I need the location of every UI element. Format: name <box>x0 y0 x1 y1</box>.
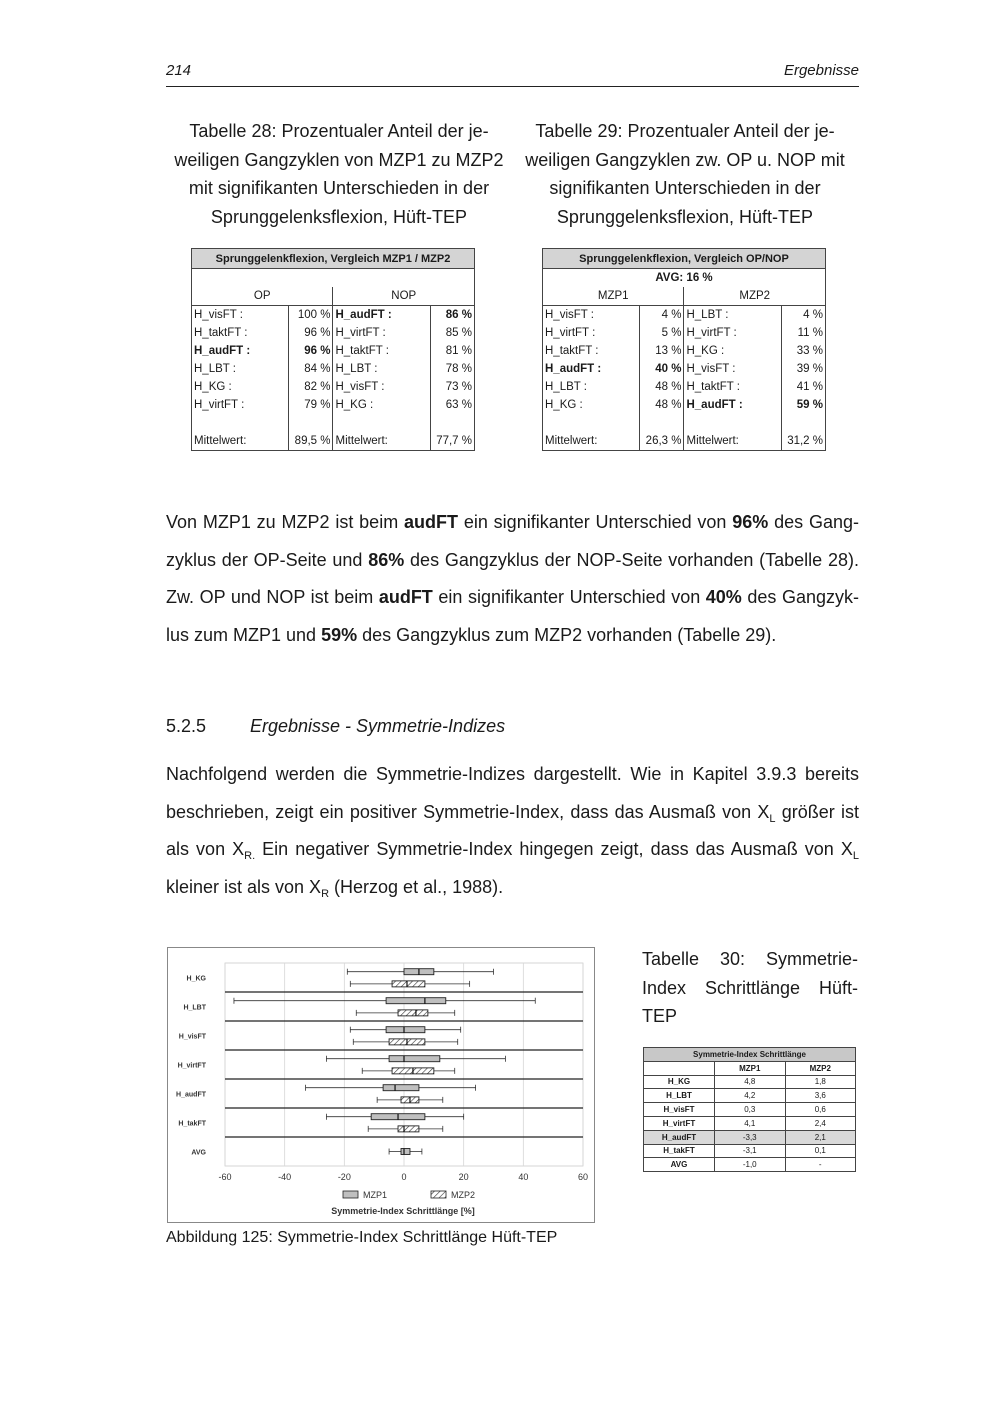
cell-value: 0,1 <box>785 1144 856 1158</box>
box-mzp2 <box>398 1010 428 1016</box>
y-category-label: H_LBT <box>183 1004 206 1012</box>
cell-name: H_visFT : <box>192 306 289 325</box>
cell-name: Mittelwert: <box>684 432 781 451</box>
cell-value: 4 % <box>781 306 825 325</box>
table28-col-nop: NOP <box>333 287 475 306</box>
x-tick-label: 40 <box>518 1172 529 1182</box>
table-row <box>543 360 826 378</box>
box-mzp2 <box>398 1126 419 1132</box>
legend-label-mzp1: MZP1 <box>363 1190 388 1200</box>
table28-caption <box>166 117 512 232</box>
row-label: H_KG <box>644 1075 715 1089</box>
table29-avg: AVG: 16 % <box>543 269 826 288</box>
box-mzp1 <box>389 1056 440 1062</box>
table-row <box>644 1103 856 1117</box>
cell-value: 4,2 <box>715 1089 786 1103</box>
row-label: H_visFT <box>644 1103 715 1117</box>
table29-title: Sprunggelenkflexion, Vergleich OP/NOP <box>543 249 826 269</box>
cell-name: H_KG : <box>543 396 640 414</box>
table29 <box>542 248 826 451</box>
cell-name: H_virtFT : <box>333 324 430 342</box>
caption-line: Sprunggelenksflexion, Hüft-TEP <box>210 207 468 228</box>
text-run: Nachfolgend werden die Symmetrie-Indizes dargestellt. Wie in Kapitel 3.9.3 bereits beschrieben, zeigt ein positiver Symmetrie-Index, dass das Ausmaß von X <box>166 764 859 822</box>
x-tick-label: 60 <box>577 1172 589 1182</box>
bold-run: audFT <box>404 512 459 532</box>
row-label: H_takFT <box>644 1144 715 1158</box>
x-axis-label: Symmetrie-Index Schrittlänge [%] <box>331 1206 475 1216</box>
cell-value: 2,4 <box>785 1116 856 1130</box>
x-tick-label: -40 <box>278 1172 292 1182</box>
table30-caption: Tabelle 30: Symmetrie-Index Schrittlänge Hüft-TEP <box>642 949 858 1026</box>
section-heading <box>166 716 505 737</box>
col-header: MZP2 <box>785 1061 856 1075</box>
cell-name: H_audFT : <box>333 306 430 325</box>
subscript: R <box>321 887 330 900</box>
table29-caption <box>512 117 858 232</box>
bold-run: 40% <box>705 587 742 607</box>
cell-value: 31,2 % <box>781 432 825 451</box>
cell-value: 0,3 <box>715 1103 786 1117</box>
cell-value: 2,1 <box>785 1130 856 1144</box>
text-run: des Gangzyklus zum MZP2 vorhanden (Tabelle 29). <box>357 624 777 645</box>
chapter-title: Ergebnisse <box>783 62 859 79</box>
legend-swatch-mzp1 <box>343 1191 358 1198</box>
caption-line: weiligen Gangzyklen von MZP1 zu MZP2 <box>174 149 504 170</box>
page-number: 214 <box>166 62 192 79</box>
table-row <box>192 378 475 396</box>
cell-value: 79 % <box>289 396 333 414</box>
cell-value: 84 % <box>289 360 333 378</box>
cell-name: H_audFT : <box>684 396 781 414</box>
x-tick-label: 20 <box>458 1172 469 1182</box>
table29-col-mzp2: MZP2 <box>684 287 826 306</box>
subscript: L <box>769 812 776 825</box>
cell-value: 4,1 <box>715 1116 786 1130</box>
symmetry-paragraph <box>166 756 859 906</box>
cell-value: 73 % <box>430 378 474 396</box>
text-run: des Gang-zyklus der OP-Seite und <box>166 512 860 570</box>
bold-run: 86% <box>368 549 405 570</box>
cell-value: 48 % <box>640 378 684 396</box>
table-row <box>644 1116 856 1130</box>
boxplot-figure <box>167 947 595 1223</box>
caption-line: Tabelle 28: Prozentualer Anteil der je- <box>189 121 489 141</box>
bold-run: 59% <box>321 624 358 645</box>
results-paragraph <box>166 504 859 654</box>
section-title: Ergebnisse - Symmetrie-Indizes <box>250 716 506 736</box>
cell-value: 0,6 <box>785 1103 856 1117</box>
subscript: L <box>852 850 859 862</box>
cell-name: H_visFT : <box>684 360 781 378</box>
box-mzp1 <box>386 1027 425 1033</box>
cell-value: 4 % <box>640 306 684 325</box>
cell-name: H_LBT : <box>543 378 640 396</box>
table-row <box>644 1075 856 1089</box>
cell-name: Mittelwert: <box>333 432 430 451</box>
text-run: des Gangzyklus der NOP-Seite vorhanden (Tabelle 28). Zw. OP und NOP ist beim <box>166 549 859 607</box>
cell-name: H_KG : <box>333 396 430 414</box>
box-mzp2 <box>392 981 425 987</box>
table-row <box>543 306 826 325</box>
cell-value: 78 % <box>430 360 474 378</box>
table30 <box>643 1047 856 1172</box>
text-run: Ein negativer Symmetrie-Index hingegen zeigt, dass das Ausmaß von X <box>255 839 853 859</box>
y-category-label: H_KG <box>186 975 206 983</box>
bold-run: audFT <box>378 587 433 607</box>
cell-value: 3,6 <box>785 1089 856 1103</box>
box-mzp1 <box>383 1085 419 1091</box>
y-category-label: H_visFT <box>178 1033 206 1041</box>
table-row <box>644 1130 856 1144</box>
cell-value: 48 % <box>640 396 684 414</box>
cell-value: 96 % <box>289 324 333 342</box>
cell-name: H_virtFT : <box>684 324 781 342</box>
cell-value: - <box>785 1158 856 1172</box>
y-category-label: H_audFT <box>176 1091 206 1099</box>
table-row <box>543 342 826 360</box>
row-label: H_LBT <box>644 1089 715 1103</box>
subscript: R. <box>244 850 256 862</box>
text-run: (Herzog et al., 1988). <box>329 876 504 897</box>
cell-value: 1,8 <box>785 1075 856 1089</box>
text-run: des Gangzyk-lus zum MZP1 und <box>166 587 859 645</box>
cell-name: H_KG : <box>684 342 781 360</box>
cell-value: 100 % <box>289 306 333 325</box>
table-row <box>644 1144 856 1158</box>
cell-value: 77,7 % <box>430 432 474 451</box>
cell-value: 39 % <box>781 360 825 378</box>
table-row <box>644 1158 856 1172</box>
cell-value: 59 % <box>781 396 825 414</box>
table28 <box>191 248 475 451</box>
table-row <box>192 396 475 414</box>
cell-value: 85 % <box>430 324 474 342</box>
cell-value: 13 % <box>640 342 684 360</box>
caption-line: Sprunggelenksflexion, Hüft-TEP <box>556 207 814 228</box>
cell-name: H_visFT : <box>543 306 640 325</box>
legend-swatch-mzp2 <box>431 1191 446 1198</box>
y-category-label: H_takFT <box>178 1120 206 1128</box>
caption-line: Tabelle 29: Prozentualer Anteil der je- <box>535 121 835 141</box>
cell-value: 82 % <box>289 378 333 396</box>
cell-value: 86 % <box>430 306 474 325</box>
cell-name: H_KG : <box>192 378 289 396</box>
cell-value: 4,8 <box>715 1075 786 1089</box>
cell-name: H_taktFT : <box>543 342 640 360</box>
cell-value: 63 % <box>430 396 474 414</box>
row-label: H_virtFT <box>644 1116 715 1130</box>
cell-name: H_audFT : <box>543 360 640 378</box>
section-number: 5.2.5 <box>166 716 207 736</box>
table-row <box>192 360 475 378</box>
table-row <box>192 342 475 360</box>
row-label: AVG <box>644 1158 715 1172</box>
table-row <box>543 324 826 342</box>
cell-name: H_virtFT : <box>192 396 289 414</box>
text-run: kleiner ist als von X <box>166 876 322 897</box>
x-tick-label: -20 <box>337 1172 351 1182</box>
header-rule <box>166 86 859 87</box>
caption-line: mit signifikanten Unterschieden in der <box>188 178 490 199</box>
cell-name: H_virtFT : <box>543 324 640 342</box>
table-row <box>192 324 475 342</box>
y-category-label: H_virtFT <box>177 1062 206 1070</box>
cell-value: 5 % <box>640 324 684 342</box>
col-header: MZP1 <box>715 1061 786 1075</box>
table-row-mean <box>192 432 475 451</box>
table-row <box>644 1089 856 1103</box>
text-run: größer ist als von X <box>166 801 859 859</box>
table29-col-mzp1: MZP1 <box>543 287 684 306</box>
table28-title: Sprunggelenkflexion, Vergleich MZP1 / MZP2 <box>192 249 475 269</box>
table-row-mean <box>543 432 826 451</box>
caption-line: weiligen Gangzyklen zw. OP u. NOP mit <box>525 149 845 170</box>
cell-name: H_taktFT : <box>684 378 781 396</box>
cell-name: Mittelwert: <box>192 432 289 451</box>
cell-value: 11 % <box>781 324 825 342</box>
figure-caption: Abbildung 125: Symmetrie-Index Schrittlänge Hüft-TEP <box>166 1229 558 1246</box>
cell-name: H_taktFT : <box>192 324 289 342</box>
box-mzp1 <box>386 998 446 1004</box>
cell-value: 89,5 % <box>289 432 333 451</box>
legend-label-mzp2: MZP2 <box>451 1190 476 1200</box>
cell-value: -3,3 <box>715 1130 786 1144</box>
cell-name: H_audFT : <box>192 342 289 360</box>
bold-run: 96% <box>732 512 769 532</box>
cell-value: -3,1 <box>715 1144 786 1158</box>
text-run: ein signifikanter Unterschied von <box>458 512 733 532</box>
cell-value: 81 % <box>430 342 474 360</box>
cell-value: 41 % <box>781 378 825 396</box>
cell-name: H_taktFT : <box>333 342 430 360</box>
x-tick-label: 0 <box>401 1172 407 1182</box>
table-row <box>543 396 826 414</box>
cell-value: -1,0 <box>715 1158 786 1172</box>
cell-value: 26,3 % <box>640 432 684 451</box>
cell-name: Mittelwert: <box>543 432 640 451</box>
box-mzp1 <box>401 1149 410 1155</box>
boxplot-chart <box>168 948 594 1222</box>
cell-name: H_LBT : <box>192 360 289 378</box>
table-row <box>192 306 475 325</box>
row-label: H_audFT <box>644 1130 715 1144</box>
text-run: ein signifikanter Unterschied von <box>432 587 706 607</box>
cell-value: 33 % <box>781 342 825 360</box>
cell-name: H_LBT : <box>333 360 430 378</box>
x-tick-label: -60 <box>218 1172 232 1182</box>
text-run: Von MZP1 zu MZP2 ist beim <box>166 512 405 532</box>
cell-name: H_visFT : <box>333 378 430 396</box>
cell-name: H_LBT : <box>684 306 781 325</box>
cell-value: 96 % <box>289 342 333 360</box>
col-header <box>644 1061 715 1075</box>
caption-line: signifikanten Unterschieden in der <box>549 178 821 199</box>
table-row <box>543 378 826 396</box>
table28-col-op: OP <box>192 287 333 306</box>
cell-value: 40 % <box>640 360 684 378</box>
y-category-label: AVG <box>191 1149 206 1157</box>
table30-title: Symmetrie-Index Schrittlänge <box>644 1048 856 1062</box>
